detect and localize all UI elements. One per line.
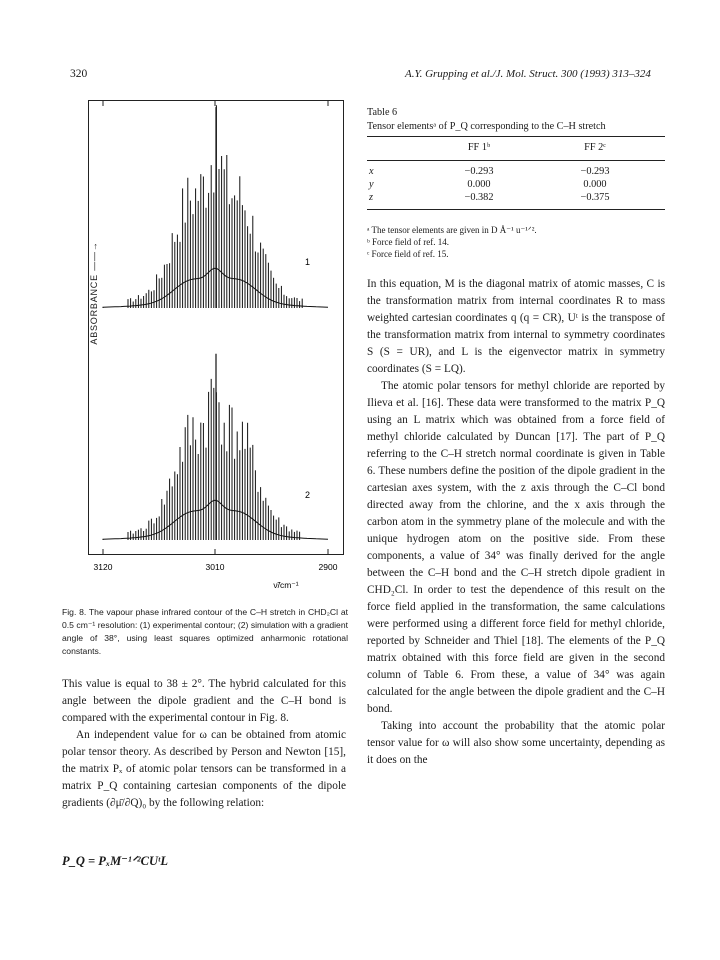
- running-head: A.Y. Grupping et al./J. Mol. Struct. 300 (1993) 313–324: [405, 68, 651, 80]
- figure-caption: Fig. 8. The vapour phase infrared contour of the C–H stretch in CHD₂Cl at 0.5 cm⁻¹ resolution: (1) experimental contour; (2) simulation with a gradient angle of 38°, using least squares optimized anharmonic rotational constants.: [62, 607, 348, 656]
- table-col-header-ff1: FF 1ᵇ: [467, 142, 491, 153]
- x-tick-3120: 3120: [93, 562, 113, 572]
- x-tick-2900: 2900: [318, 562, 338, 572]
- table-row-label: x: [369, 166, 374, 177]
- table-footnote-b: ᵇ Force field of ref. 14.: [367, 237, 450, 247]
- right-paragraph-3: Taking into account the probability that the atomic polar tensor value for ω will also show some uncertainty, depending as it does on the: [367, 720, 665, 766]
- right-paragraph-1: In this equation, M is the diagonal matrix of atomic masses, C is the transformation matrix from internal coordinates R to mass weighted cartesian coordinates q (q = CR), Uᵗ is the transpose of the transformation matrix from internal to symmetry coordinates S (S = UR), and L is the eigenvector matrix in symmetry coordinates (S = LQ).: [367, 278, 665, 375]
- x-tick-3010: 3010: [205, 562, 225, 572]
- x-axis-unit: ν̃/cm⁻¹: [273, 580, 299, 590]
- table-row-label: y: [369, 179, 374, 190]
- page-number: 320: [70, 68, 88, 80]
- right-column-text: [367, 276, 665, 769]
- table-cell: 0.000: [583, 179, 607, 190]
- table-header-rule: [367, 160, 665, 161]
- table-footnote-c: ᶜ Force field of ref. 15.: [367, 249, 449, 259]
- spectrum-trace-1: [103, 105, 328, 308]
- left-paragraph-1: This value is equal to 38 ± 2°. The hybrid calculated for this angle between the dipole gradient and the C–H bond is compared with the experimental contour in Fig. 8.: [62, 678, 346, 724]
- table-cell: −0.382: [464, 192, 494, 203]
- trace-label-1: 1: [305, 257, 311, 267]
- equation: P_Q = PₓM⁻¹ᐟ²CUᵗL: [62, 854, 169, 868]
- spectrum-figure: [88, 100, 344, 595]
- left-paragraph-2: An independent value for ω can be obtained from atomic polar tensor theory. As described by Person and Newton [15], the matrix Pₓ of atomic polar tensors can be transformed in a matrix P_Q containing cartesian components of the dipole gradients (∂μ̄/∂Q)₀ by the following relation:: [62, 729, 346, 809]
- left-column-text: [62, 676, 346, 812]
- table-cell: 0.000: [467, 179, 491, 190]
- table-bottom-rule: [367, 209, 665, 210]
- table-footnote-a: ᵃ The tensor elements are given in D Å⁻¹ u⁻¹ᐟ².: [367, 225, 537, 235]
- table-row-label: z: [369, 192, 374, 203]
- spectrum-trace-2: [103, 354, 328, 540]
- table-cell: −0.293: [464, 166, 494, 177]
- table-title-number: Table 6: [367, 107, 398, 118]
- table-col-header-ff2: FF 2ᶜ: [584, 142, 606, 153]
- table-6: [367, 106, 665, 259]
- table-cell: −0.293: [580, 166, 610, 177]
- trace-label-2: 2: [305, 490, 311, 500]
- y-axis-label: ABSORBANCE ——→: [89, 241, 99, 345]
- table-top-rule: [367, 136, 665, 137]
- right-paragraph-2: The atomic polar tensors for methyl chloride are reported by Ilieva et al. [16]. These data were transformed to the matrix P_Q using an L matrix which was obtained from a force field of methyl chloride calculated by Duncan [17]. The part of P_Q referring to the C–H stretch normal coordinate is given in Table 6. These numbers define the position of the dipole gradient in the cartesian axes system, with the z axis through the C–Cl bond directed away from the chlorine, and the x axis through the carbon atom in the symmetry plane of the molecule and with the unique hydrogen atom on the positive side. From these components, a value of 34° was finally derived for the angle between the C–H bond and the C–H stretch dipole gradient in CHD₂Cl. In order to test the dependence of this result on the force field applied in the transformation, the same calculations were performed using a different force field for methyl chloride, reported by Schneider and Thiel [18]. The elements of the P_Q matrix obtained with this force field are given in the second column of Table 6. From these, a value of 34° was again calculated for the angle between the dipole gradient and the C–H bond.: [367, 380, 665, 715]
- table-title-caption: Tensor elementsᵃ of P_Q corresponding to the C–H stretch: [367, 121, 606, 132]
- table-footnotes: [367, 224, 665, 260]
- table-cell: −0.375: [580, 192, 610, 203]
